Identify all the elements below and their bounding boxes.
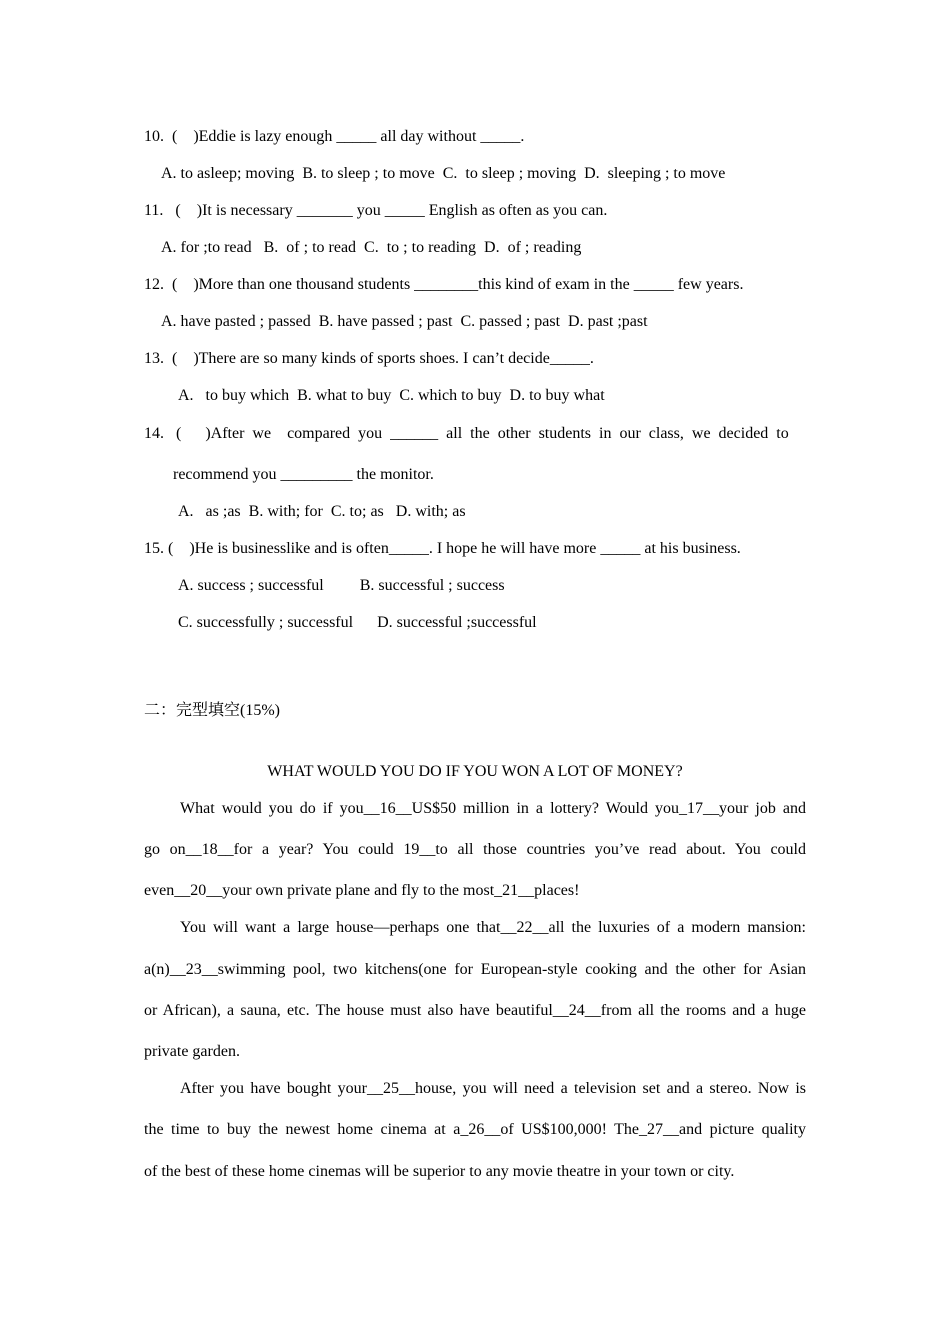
question-15-stem: 15. ( )He is businesslike and is often_____. I hope he will have more _____ at his business. [144,540,741,557]
question-15-options-ab: A. success ; successful B. successful ; success [178,577,505,594]
passage-p1-line1: What would you do if you__16__US$50 million in a lottery? Would you_17__your job and [180,800,806,817]
passage-p1-line2: go on__18__for a year? You could 19__to all those countries you’ve read about. You could [144,841,806,858]
passage-p3-line1: After you have bought your__25__house, you will need a television set and a stereo. Now is [180,1080,806,1097]
question-14-stem-continued: recommend you _________ the monitor. [173,466,434,483]
section-2-heading: 二：完型填空(15%) [144,702,280,719]
question-13-stem: 13. ( )There are so many kinds of sports shoes. I can’t decide_____. [144,350,594,367]
question-13-options: A. to buy which B. what to buy C. which to buy D. to buy what [178,387,605,404]
question-12-stem: 12. ( )More than one thousand students ________this kind of exam in the _____ few years. [144,276,744,293]
passage-p2-line4: private garden. [144,1043,240,1060]
passage-p3-line2: the time to buy the newest home cinema at a_26__of US$100,000! The_27__and picture quality [144,1121,806,1138]
question-10-options: A. to asleep; moving B. to sleep ; to move C. to sleep ; moving D. sleeping ; to move [161,165,726,182]
question-11-options: A. for ;to read B. of ; to read C. to ; to reading D. of ; reading [161,239,582,256]
question-11-stem: 11. ( )It is necessary _______ you _____ English as often as you can. [144,202,608,219]
question-14-stem: 14. ( )After we compared you ______ all the other students in our class, we decided to [144,425,789,442]
passage-p2-line1: You will want a large house—perhaps one that__22__all the luxuries of a modern mansion: [180,919,806,936]
passage-p3-line3: of the best of these home cinemas will be superior to any movie theatre in your town or city. [144,1163,735,1180]
question-15-options-cd: C. successfully ; successful D. successful ;successful [178,614,537,631]
passage-title: WHAT WOULD YOU DO IF YOU WON A LOT OF MONEY? [267,763,683,780]
question-12-options: A. have pasted ; passed B. have passed ; past C. passed ; past D. past ;past [161,313,648,330]
question-14-options: A. as ;as B. with; for C. to; as D. with; as [178,503,466,520]
passage-p1-line3: even__20__your own private plane and fly to the most_21__places! [144,882,580,899]
passage-p2-line2: a(n)__23__swimming pool, two kitchens(one for European-style cooking and the other for Asian [144,961,806,978]
question-10-stem: 10. ( )Eddie is lazy enough _____ all day without _____. [144,128,525,145]
passage-p2-line3: or African), a sauna, etc. The house must also have beautiful__24__from all the rooms and a huge [144,1002,806,1019]
